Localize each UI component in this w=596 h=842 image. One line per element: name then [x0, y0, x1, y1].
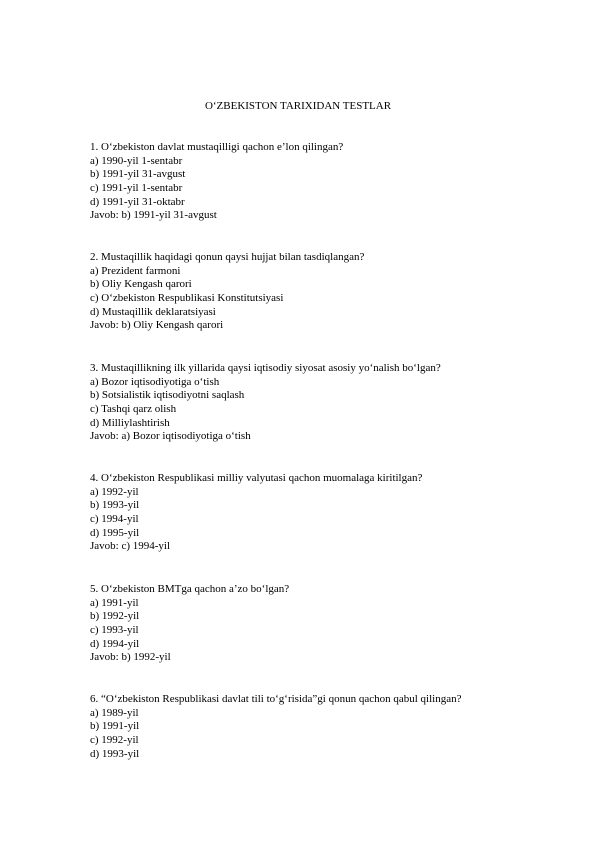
question-block-1: [90, 141, 343, 223]
question-text: 2. Mustaqillik haqidagi qonun qaysi hujjat bilan tasdiqlangan?: [90, 251, 365, 263]
question-text: 5. O‘zbekiston BMTga qachon a’zo bo‘lgan?: [90, 583, 290, 595]
option-d: d) Milliylashtirish: [90, 416, 170, 429]
option-a: a) Prezident farmoni: [90, 264, 181, 277]
option-d: d) 1995-yil: [90, 526, 140, 539]
option-d: d) 1993-yil: [90, 747, 140, 760]
option-a: a) 1992-yil: [90, 485, 139, 498]
option-b: b) 1991-yil 31-avgust: [90, 168, 186, 181]
question-text: 6. “O‘zbekiston Respublikasi davlat tili to‘g‘risida”gi qonun qachon qabul qilingan?: [90, 693, 462, 705]
question-block-4: [90, 472, 422, 554]
answer-text: Javob: b) Oliy Kengash qarori: [90, 319, 224, 332]
option-a: a) 1989-yil: [90, 706, 139, 719]
option-c: c) 1992-yil: [90, 734, 139, 747]
answer-text: Javob: b) 1992-yil: [90, 651, 171, 664]
option-a: a) Bozor iqtisodiyotiga o‘tish: [90, 375, 220, 388]
option-c: c) 1994-yil: [90, 513, 139, 526]
question-block-6: [90, 693, 461, 761]
question-block-3: [90, 362, 441, 444]
answer-text: Javob: a) Bozor iqtisodiyotiga o‘tish: [90, 430, 251, 443]
answer-text: Javob: b) 1991-yil 31-avgust: [90, 209, 217, 222]
question-text: 3. Mustaqillikning ilk yillarida qaysi iqtisodiy siyosat asosiy yo‘nalish bo‘lgan?: [90, 362, 441, 374]
answer-text: Javob: c) 1994-yil: [90, 540, 171, 553]
option-d: d) 1994-yil: [90, 637, 140, 650]
option-d: d) Mustaqillik deklaratsiyasi: [90, 305, 216, 318]
page-title: O‘ZBEKISTON TARIXIDAN TESTLAR: [204, 100, 392, 112]
question-block-5: [90, 583, 289, 665]
option-c: c) 1991-yil 1-sentabr: [90, 182, 183, 195]
question-text: 4. O‘zbekiston Respublikasi milliy valyutasi qachon muomalaga kiritilgan?: [90, 472, 423, 484]
option-c: c) 1993-yil: [90, 624, 139, 637]
option-c: c) O‘zbekiston Respublikasi Konstitutsiyasi: [90, 292, 284, 305]
option-b: b) Oliy Kengash qarori: [90, 278, 192, 291]
option-a: a) 1990-yil 1-sentabr: [90, 154, 183, 167]
option-c: c) Tashqi qarz olish: [90, 403, 177, 416]
option-d: d) 1991-yil 31-oktabr: [90, 195, 185, 208]
option-b: b) 1991-yil: [90, 720, 140, 733]
question-block-2: [90, 251, 364, 333]
option-b: b) Sotsialistik iqtisodiyotni saqlash: [90, 389, 245, 402]
option-b: b) 1993-yil: [90, 499, 140, 512]
option-a: a) 1991-yil: [90, 596, 139, 609]
question-text: 1. O‘zbekiston davlat mustaqilligi qachon e’lon qilingan?: [90, 141, 344, 153]
option-b: b) 1992-yil: [90, 610, 140, 623]
